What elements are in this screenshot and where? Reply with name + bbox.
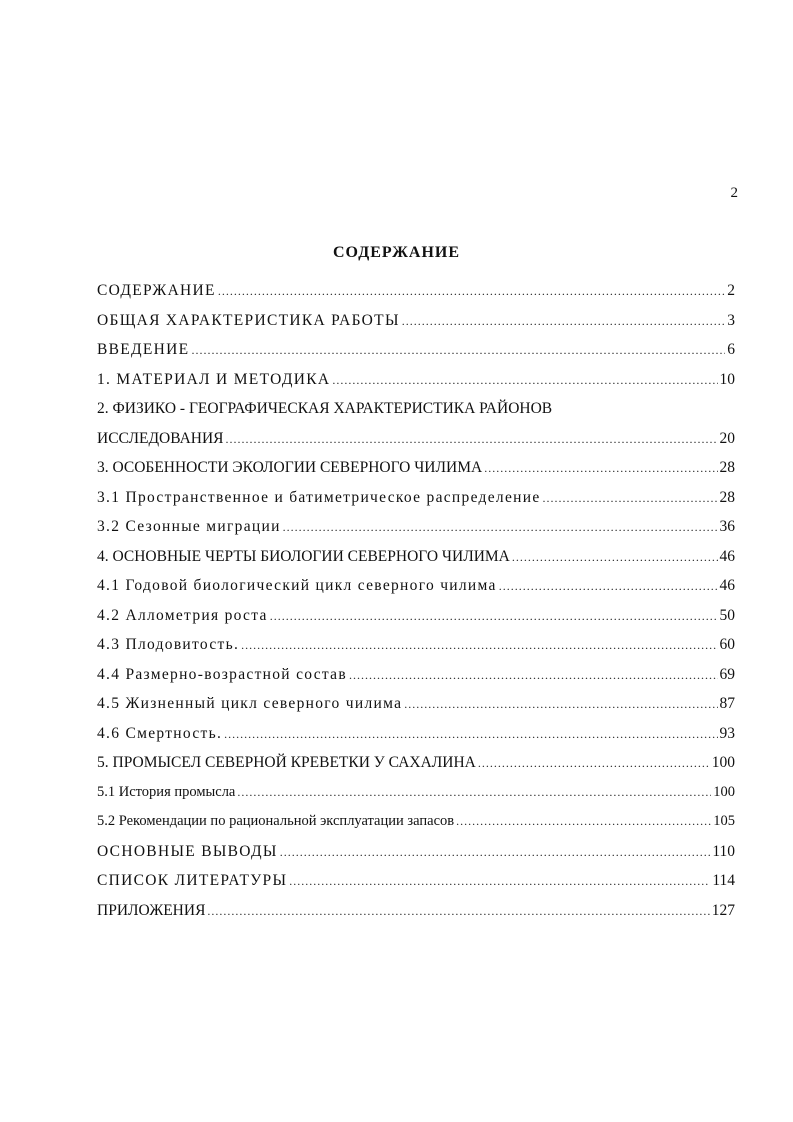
toc-leader-dots (218, 284, 725, 299)
toc-leader-dots (280, 845, 711, 860)
toc-entry (97, 282, 735, 312)
toc-entry (97, 872, 735, 902)
toc-entry (97, 666, 735, 696)
toc-entry-text: ПРИЛОЖЕНИЯ (97, 901, 206, 919)
toc-leader-dots (241, 638, 717, 653)
toc-leader-dots (543, 491, 718, 506)
toc-leader-dots (402, 314, 725, 329)
toc-entry-page: 114 (712, 872, 735, 889)
toc-entry-page: 50 (719, 606, 735, 624)
toc-entry-page: 28 (719, 459, 735, 476)
toc-entry (97, 312, 735, 342)
toc-entry-page: 105 (713, 813, 735, 829)
toc-entry-text: СПИСОК ЛИТЕРАТУРЫ (97, 872, 288, 889)
toc-list (97, 282, 735, 931)
toc-leader-dots (270, 609, 718, 624)
toc-entry-text: ОСНОВНЫЕ ВЫВОДЫ (97, 842, 278, 860)
toc-entry-page: 93 (719, 724, 735, 742)
toc-leader-dots (207, 904, 709, 919)
toc-entry-page: 46 (719, 577, 735, 594)
toc-entry (97, 341, 735, 371)
toc-entry (97, 371, 735, 401)
toc-entry-text: ОБЩАЯ ХАРАКТЕРИСТИКА РАБОТЫ (97, 311, 400, 329)
toc-entry-page: 28 (719, 488, 735, 506)
toc-entry-page: 20 (719, 429, 735, 447)
toc-entry-page: 87 (719, 695, 735, 712)
toc-entry (97, 784, 735, 814)
toc-entry (97, 607, 735, 637)
toc-leader-dots (478, 756, 710, 771)
toc-entry (97, 813, 735, 843)
toc-entry-text: 4. ОСНОВНЫЕ ЧЕРТЫ БИОЛОГИИ СЕВЕРНОГО ЧИЛИМА (97, 547, 510, 565)
toc-entry (97, 548, 735, 578)
toc-entry-page: 46 (719, 547, 735, 565)
toc-entry (97, 577, 735, 607)
toc-entry-text: 4.4 Размерно-возрастной состав (97, 665, 347, 683)
toc-entry-page: 100 (713, 783, 735, 800)
toc-entry-page: 110 (712, 842, 735, 860)
toc-entry-text: ВВЕДЕНИЕ (97, 341, 190, 358)
toc-entry-text: 4.2 Аллометрия роста (97, 606, 268, 624)
toc-entry-text: 5.1 История промысла (97, 783, 236, 800)
toc-entry-page: 2 (727, 282, 735, 299)
toc-title: СОДЕРЖАНИЕ (332, 244, 461, 261)
toc-leader-dots (237, 785, 711, 800)
toc-entry (97, 636, 735, 666)
toc-entry-page: 3 (727, 311, 735, 329)
toc-entry (97, 843, 735, 873)
toc-entry-page: 69 (719, 665, 735, 683)
toc-entry (97, 754, 735, 784)
toc-entry-text: 1. МАТЕРИАЛ И МЕТОДИКА (97, 370, 331, 388)
toc-entry-page: 60 (719, 636, 735, 653)
toc-entry-text: 3.2 Сезонные миграции (97, 518, 281, 535)
toc-leader-dots (226, 432, 718, 447)
toc-entry-page: 100 (711, 754, 735, 771)
toc-entry-text: 4.1 Годовой биологический цикл северного чилима (97, 577, 497, 594)
toc-entry-page: 6 (727, 341, 735, 358)
toc-entry-page: 127 (711, 901, 735, 919)
toc-entry-page: 10 (719, 370, 735, 388)
toc-entry-text: 4.6 Смертность. (97, 724, 223, 742)
toc-entry-text: 2. ФИЗИКО - ГЕОГРАФИЧЕСКАЯ ХАРАКТЕРИСТИКА РАЙОНОВ (97, 400, 553, 417)
toc-entry (97, 902, 735, 932)
toc-entry (97, 695, 735, 725)
toc-entry (97, 489, 735, 519)
toc-leader-dots (289, 874, 710, 889)
toc-entry (97, 518, 735, 548)
toc-entry-text: 5.2 Рекомендации по рациональной эксплуатации запасов (97, 813, 455, 829)
toc-entry-text: 3. ОСОБЕННОСТИ ЭКОЛОГИИ СЕВЕРНОГО ЧИЛИМА (97, 459, 483, 476)
toc-leader-dots (283, 520, 718, 535)
toc-entry-text: 4.3 Плодовитость. (97, 636, 240, 653)
toc-leader-dots (456, 814, 711, 829)
toc-entry-text: ИССЛЕДОВАНИЯ (97, 429, 224, 447)
toc-entry (97, 725, 735, 755)
toc-entry-text: СОДЕРЖАНИЕ (97, 282, 216, 299)
toc-leader-dots (332, 373, 717, 388)
toc-leader-dots (499, 579, 718, 594)
toc-leader-dots (404, 697, 717, 712)
toc-leader-dots (349, 668, 718, 683)
page-number: 2 (730, 185, 738, 201)
toc-entry-text: 5. ПРОМЫСЕЛ СЕВЕРНОЙ КРЕВЕТКИ У САХАЛИНА (97, 754, 476, 771)
toc-entry (97, 430, 735, 460)
toc-leader-dots (484, 461, 717, 476)
toc-leader-dots (512, 550, 718, 565)
toc-entry-page: 36 (719, 518, 735, 535)
toc-entry (97, 400, 735, 430)
toc-entry-text: 4.5 Жизненный цикл северного чилима (97, 695, 403, 712)
toc-entry-text: 3.1 Пространственное и батиметрическое распределение (97, 488, 541, 506)
toc-entry (97, 459, 735, 489)
toc-leader-dots (191, 343, 725, 358)
toc-leader-dots (224, 727, 717, 742)
